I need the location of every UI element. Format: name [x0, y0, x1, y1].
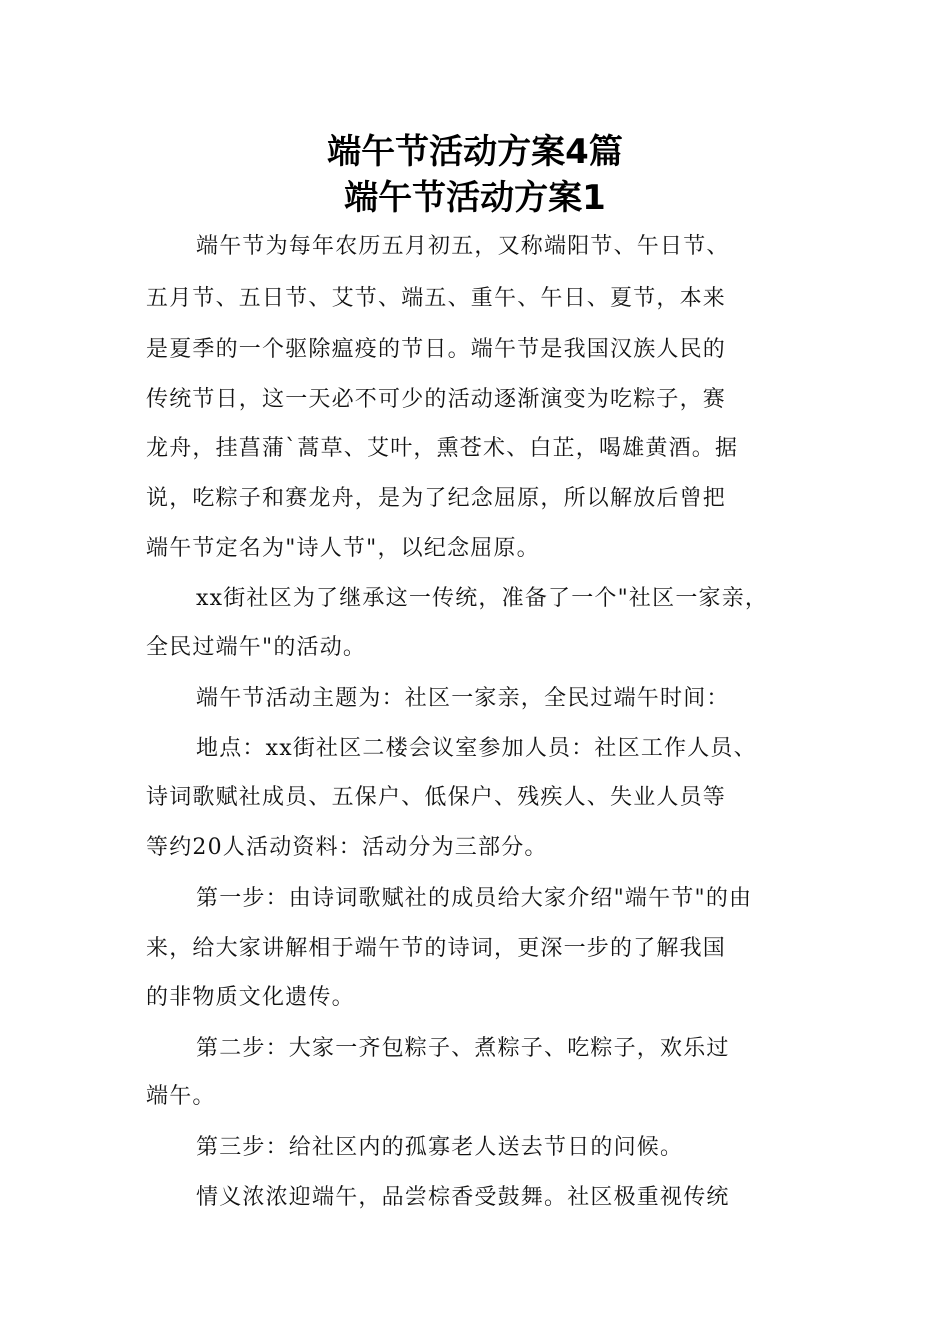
paragraph-line: 说，吃粽子和赛龙舟，是为了纪念屈原，所以解放后曾把	[146, 486, 727, 511]
paragraph-line: 第三步：给社区内的孤寡老人送去节日的问候。	[196, 1135, 684, 1160]
paragraph-line: 诗词歌赋社成员、五保户、低保户、残疾人、失业人员等	[146, 785, 727, 810]
paragraph-line: 情义浓浓迎端午，品尝棕香受鼓舞。社区极重视传统	[196, 1185, 730, 1210]
paragraph-line: 来，给大家讲解相于端午节的诗词，更深一步的了解我国	[146, 936, 727, 961]
paragraph-line: xx街社区为了继承这一传统，准备了一个"社区一家亲，	[196, 586, 769, 611]
paragraph-line: 地点：xx街社区二楼会议室参加人员：社区工作人员、	[196, 736, 757, 761]
paragraph-line: 端午节为每年农历五月初五，又称端阳节、午日节、	[196, 234, 730, 259]
paragraph-line: 传统节日，这一天必不可少的活动逐渐演变为吃粽子，赛	[146, 387, 727, 412]
paragraph-line: 第二步：大家一齐包粽子、煮粽子、吃粽子，欢乐过	[196, 1036, 730, 1061]
paragraph-line: 是夏季的一个驱除瘟疫的节日。端午节是我国汉族人民的	[146, 337, 727, 362]
paragraph-line: 第一步：由诗词歌赋社的成员给大家介绍"端午节"的由	[196, 886, 753, 911]
paragraph-line: 全民过端午"的活动。	[146, 635, 367, 660]
paragraph-line: 五月节、五日节、艾节、端五、重午、午日、夏节，本来	[146, 286, 727, 311]
document-title: 端午节活动方案4篇	[327, 132, 623, 172]
paragraph-line: 端午节定名为"诗人节"，以纪念屈原。	[146, 536, 540, 561]
paragraph-line: 的非物质文化遗传。	[146, 985, 355, 1010]
paragraph-line: 龙舟，挂菖蒲`蒿草、艾叶，熏苍术、白芷，喝雄黄酒。据	[146, 436, 739, 461]
paragraph-line: 端午。	[146, 1084, 216, 1109]
section-title: 端午节活动方案1	[344, 178, 606, 218]
paragraph-line: 等约20人活动资料：活动分为三部分。	[146, 835, 548, 860]
paragraph-line: 端午节活动主题为：社区一家亲，全民过端午时间：	[196, 686, 730, 711]
